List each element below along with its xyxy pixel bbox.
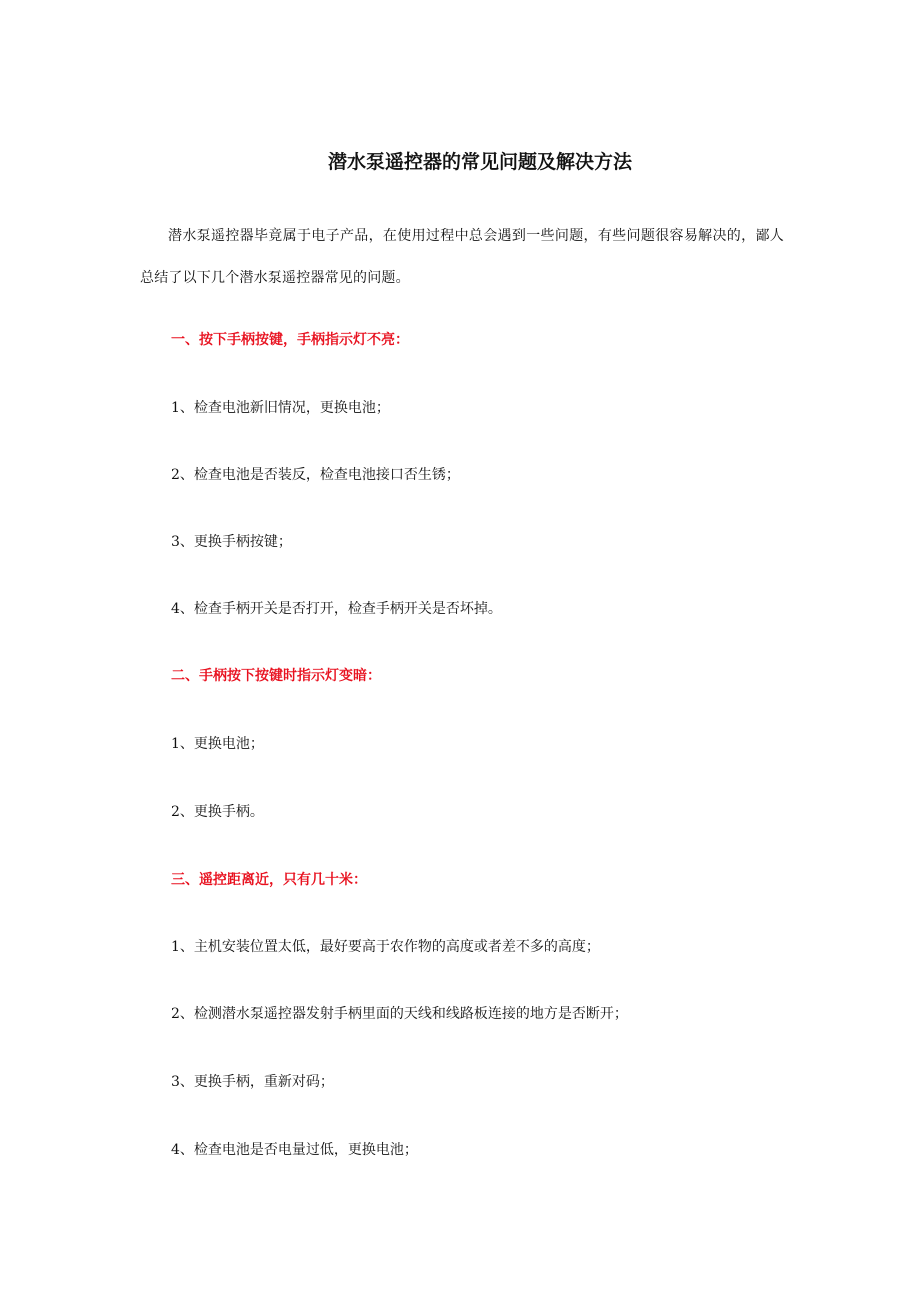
section-heading-3: 三、遥控距离近，只有几十米：: [171, 872, 367, 888]
list-item: 2、更换手柄。: [171, 804, 264, 820]
document-title: 潜水泵遥控器的常见问题及解决方法: [327, 151, 632, 173]
list-item: 3、更换手柄按键；: [171, 534, 292, 550]
intro-paragraph: 潜水泵遥控器毕竟属于电子产品，在使用过程中总会遇到一些问题，有些问题很容易解决的，鄙人总结了以下几个潜水泵遥控器常见的问题。: [140, 228, 784, 286]
list-item: 1、检查电池新旧情况，更换电池；: [171, 400, 390, 416]
list-item: 4、检查手柄开关是否打开，检查手柄开关是否坏掉。: [171, 601, 502, 617]
list-item: 1、更换电池；: [171, 736, 264, 752]
section-heading-2: 二、手柄按下按键时指示灯变暗：: [171, 668, 381, 684]
section-heading-1: 一、按下手柄按键，手柄指示灯不亮：: [171, 332, 409, 348]
list-item: 4、检查电池是否电量过低，更换电池；: [171, 1142, 418, 1158]
list-item: 2、检测潜水泵遥控器发射手柄里面的天线和线路板连接的地方是否断开；: [171, 1006, 628, 1022]
list-item: 3、更换手柄，重新对码；: [171, 1074, 334, 1090]
list-item: 1、主机安装位置太低，最好要高于农作物的高度或者差不多的高度；: [171, 939, 600, 955]
list-item: 2、检查电池是否装反，检查电池接口否生锈；: [171, 467, 460, 483]
